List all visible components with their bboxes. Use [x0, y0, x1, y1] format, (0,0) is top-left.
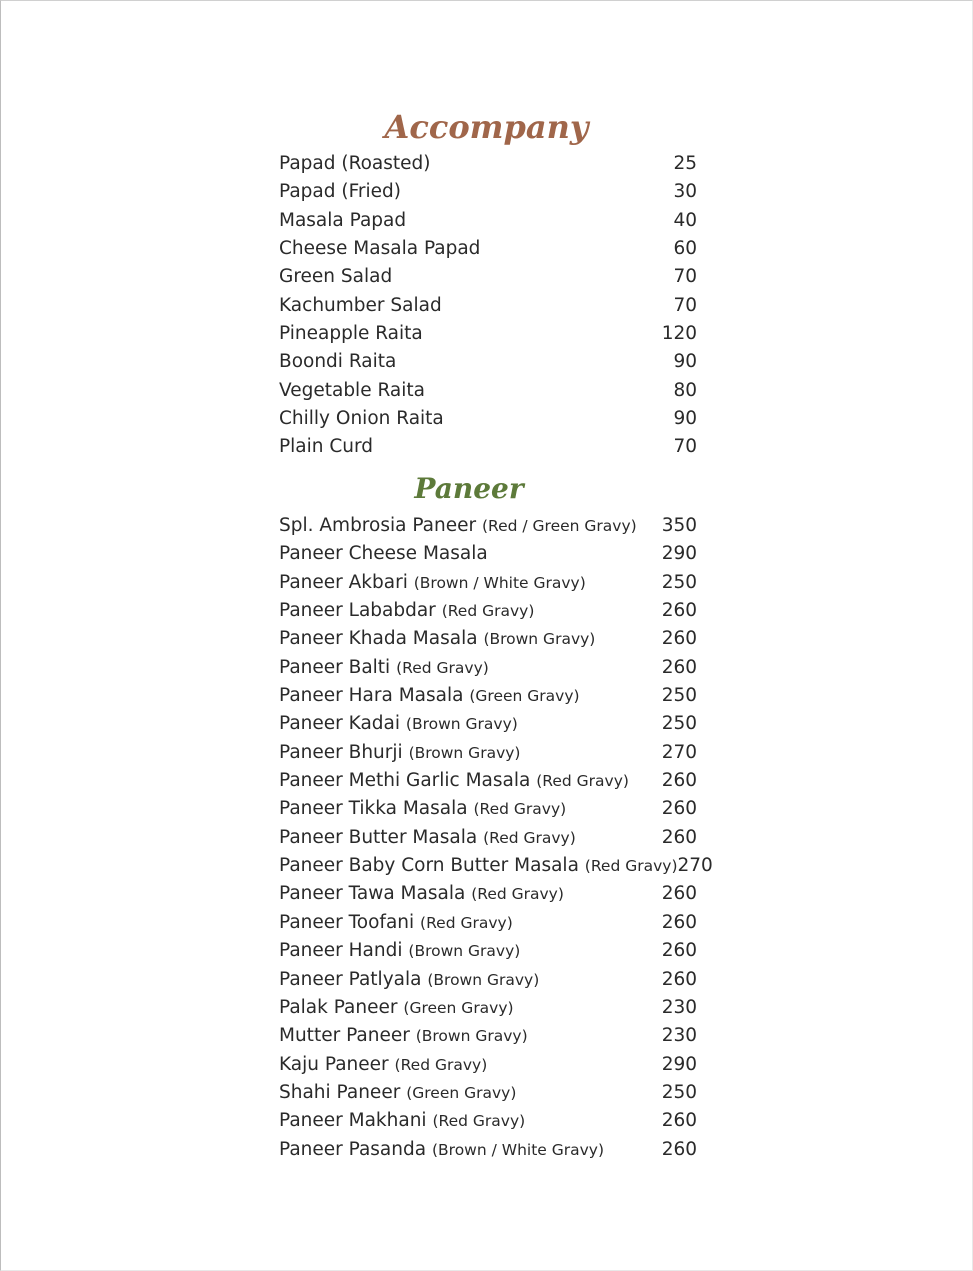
menu-item — [279, 966, 699, 994]
menu-item-gravy: (Brown Gravy) — [408, 942, 521, 961]
menu-item — [279, 292, 699, 320]
menu-item-name: Chilly Onion Raita — [279, 408, 444, 430]
menu-item-name: Paneer Balti — [279, 656, 391, 678]
menu-item — [279, 1136, 699, 1164]
menu-item-gravy: (Red Gravy) — [483, 828, 576, 847]
menu-item — [279, 767, 699, 795]
menu-item — [279, 348, 699, 376]
menu-item — [279, 880, 699, 908]
menu-item-gravy: (Red Gravy) — [394, 1055, 488, 1074]
menu-item-gravy: (Brown Gravy) — [427, 970, 540, 989]
menu-item-name: Paneer Akbari — [279, 571, 408, 593]
menu-item-label — [279, 377, 425, 405]
menu-item-name: Spl. Ambrosia Paneer — [279, 515, 477, 536]
menu-item-label — [279, 150, 431, 178]
menu-item-price: 260 — [661, 656, 697, 678]
menu-item-gravy: (Green Gravy) — [406, 1083, 517, 1102]
menu-item — [279, 540, 699, 568]
menu-item-price: 260 — [661, 798, 697, 820]
menu-item — [279, 150, 699, 178]
menu-item-label — [279, 654, 489, 682]
menu-item — [279, 682, 699, 710]
menu-item-name: Paneer Kadai — [279, 713, 400, 735]
accompany-title: Accompany — [384, 108, 589, 146]
menu-item-price: 70 — [673, 436, 697, 458]
menu-item-name: Paneer Tawa Masala — [279, 883, 466, 905]
menu-item-price: 250 — [661, 685, 697, 707]
menu-item-price: 230 — [661, 996, 697, 1018]
menu-item-label — [279, 540, 488, 568]
menu-item-name: Pineapple Raita — [279, 323, 423, 345]
menu-item-gravy: (Brown Gravy) — [405, 715, 518, 734]
menu-item — [279, 994, 699, 1022]
menu-item-gravy: (Brown / White Gravy) — [431, 1140, 605, 1159]
menu-item-price: 70 — [673, 294, 697, 316]
menu-item-gravy: (Green Gravy) — [469, 687, 580, 706]
menu-item-label — [279, 682, 580, 710]
menu-item-label — [279, 909, 513, 937]
menu-item — [279, 1079, 699, 1107]
menu-item-gravy: (Brown / White Gravy) — [413, 573, 586, 592]
menu-item — [279, 937, 699, 965]
menu-item — [279, 852, 713, 880]
menu-item-price: 350 — [661, 515, 697, 536]
menu-item-price: 260 — [661, 940, 697, 962]
menu-item-price: 250 — [661, 571, 697, 593]
menu-item — [279, 710, 699, 738]
menu-item — [279, 1022, 699, 1050]
menu-item — [279, 178, 699, 206]
menu-item-name: Kaju Paneer — [279, 1053, 389, 1075]
menu-item-gravy: (Brown Gravy) — [483, 630, 596, 649]
menu-item-gravy: (Red Gravy) — [536, 772, 629, 791]
menu-item-label — [279, 795, 566, 823]
menu-item-price: 25 — [673, 153, 697, 174]
menu-item-price: 250 — [661, 1081, 697, 1103]
menu-item-label — [279, 320, 423, 348]
menu-item-label — [279, 235, 480, 263]
menu-item-gravy: (Red Gravy) — [473, 800, 567, 819]
menu-item-label — [279, 569, 586, 597]
menu-item-price: 120 — [661, 323, 697, 345]
menu-item — [279, 320, 699, 348]
menu-item-label — [279, 852, 678, 880]
menu-item-name: Green Salad — [279, 266, 393, 288]
menu-item — [279, 625, 699, 653]
menu-item-gravy: (Red Gravy) — [432, 1112, 526, 1131]
menu-item-gravy: (Red Gravy) — [396, 658, 489, 677]
menu-item-label — [279, 767, 629, 795]
menu-item-name: Paneer Baby Corn Butter Masala — [279, 855, 579, 877]
menu-item-name: Boondi Raita — [279, 351, 397, 373]
menu-item-price: 40 — [673, 209, 697, 231]
menu-item-label — [279, 625, 595, 653]
menu-item-price: 90 — [673, 351, 697, 373]
menu-item-name: Plain Curd — [279, 436, 374, 458]
menu-item-label — [279, 966, 539, 994]
menu-item-price: 250 — [661, 713, 697, 735]
menu-item — [279, 235, 699, 263]
menu-item-label — [279, 824, 576, 852]
menu-item — [279, 909, 699, 937]
menu-item-price: 260 — [661, 883, 697, 905]
accompany-list — [279, 150, 699, 462]
menu-item-label — [279, 880, 564, 908]
menu-item — [279, 512, 699, 540]
menu-item-label — [279, 405, 444, 433]
menu-item-name: Palak Paneer — [279, 996, 398, 1018]
menu-item-price: 260 — [661, 911, 697, 933]
menu-item-label — [279, 348, 396, 376]
menu-item-gravy: (Red / Green Gravy) — [481, 517, 637, 535]
menu-item-name: Masala Papad — [279, 209, 407, 231]
menu-item — [279, 654, 699, 682]
menu-item-label — [279, 263, 392, 291]
paneer-section — [279, 466, 713, 1164]
menu-item-name: Papad (Fried) — [279, 181, 401, 203]
menu-item-name: Kachumber Salad — [279, 294, 442, 316]
menu-item-price: 60 — [673, 238, 697, 260]
menu-item-name: Paneer Butter Masala — [279, 826, 478, 848]
menu-item-name: Paneer Methi Garlic Masala — [279, 770, 531, 792]
menu-item-price: 290 — [661, 1053, 697, 1075]
menu-item-price: 70 — [673, 266, 697, 288]
menu-item-label — [279, 178, 401, 206]
menu-item-price: 290 — [661, 543, 697, 565]
menu-item-price: 260 — [661, 826, 697, 848]
menu-item-gravy: (Red Gravy) — [471, 885, 564, 904]
menu-item-name: Paneer Bhurji — [279, 741, 403, 763]
menu-item-label — [279, 1079, 516, 1107]
menu-item-label — [279, 1107, 525, 1135]
menu-item-label — [279, 512, 637, 540]
menu-item-label — [279, 597, 534, 625]
menu-item-label — [279, 739, 520, 767]
menu-item-price: 80 — [673, 379, 697, 401]
menu-item-gravy: (Red Gravy) — [584, 857, 678, 876]
menu-item-label — [279, 710, 518, 738]
menu-item-name: Mutter Paneer — [279, 1025, 410, 1047]
menu-item-name: Paneer Tikka Masala — [279, 798, 468, 820]
menu-item-price: 90 — [673, 408, 697, 430]
menu-item-label — [279, 207, 406, 235]
menu-item-price: 260 — [661, 1138, 697, 1160]
menu-item-price: 270 — [661, 741, 697, 763]
menu-item-name: Paneer Khada Masala — [279, 628, 478, 650]
menu-item — [279, 433, 699, 461]
menu-item-name: Paneer Patlyala — [279, 968, 422, 990]
menu-item-label — [279, 433, 373, 461]
menu-item-gravy: (Green Gravy) — [403, 998, 514, 1017]
menu-item-price: 270 — [677, 855, 713, 877]
paneer-title: Paneer — [414, 472, 524, 505]
menu-item-name: Paneer Lababdar — [279, 600, 436, 622]
menu-item-price: 260 — [661, 628, 697, 650]
paneer-list — [279, 512, 713, 1164]
menu-item-price: 260 — [661, 1110, 697, 1132]
menu-item-price: 260 — [661, 600, 697, 622]
menu-item-price: 260 — [661, 770, 697, 792]
menu-item-price: 30 — [673, 181, 697, 203]
menu-item-name: Shahi Paneer — [279, 1081, 401, 1103]
menu-item-name: Vegetable Raita — [279, 379, 425, 401]
menu-item — [279, 569, 699, 597]
menu-item — [279, 1107, 699, 1135]
menu-item — [279, 377, 699, 405]
menu-item-label — [279, 1051, 487, 1079]
menu-item-gravy: (Red Gravy) — [441, 602, 535, 621]
menu-item — [279, 597, 699, 625]
menu-item-name: Paneer Makhani — [279, 1110, 427, 1132]
menu-item-label — [279, 1136, 604, 1164]
menu-item-name: Paneer Handi — [279, 940, 403, 962]
menu-item-label — [279, 292, 442, 320]
menu-item-name: Paneer Cheese Masala — [279, 543, 488, 565]
menu-item-name: Paneer Pasanda — [279, 1138, 427, 1160]
menu-item-price: 230 — [661, 1025, 697, 1047]
menu-item-label — [279, 994, 514, 1022]
accompany-section — [279, 104, 699, 462]
menu-item — [279, 739, 699, 767]
menu-item-gravy: (Red Gravy) — [420, 913, 513, 932]
menu-item-price: 260 — [661, 968, 697, 990]
menu-item-gravy: (Brown Gravy) — [408, 743, 521, 762]
menu-item — [279, 207, 699, 235]
menu-item — [279, 1051, 699, 1079]
menu-item — [279, 405, 699, 433]
menu-item — [279, 824, 699, 852]
menu-item-gravy: (Brown Gravy) — [415, 1027, 528, 1046]
menu-item-name: Papad (Roasted) — [279, 153, 431, 174]
menu-item — [279, 795, 699, 823]
menu-item-name: Paneer Hara Masala — [279, 685, 464, 707]
menu-item-label — [279, 937, 520, 965]
menu-item-label — [279, 1022, 528, 1050]
menu-item-name: Cheese Masala Papad — [279, 238, 481, 260]
menu-item-name: Paneer Toofani — [279, 911, 415, 933]
menu-item — [279, 263, 699, 291]
